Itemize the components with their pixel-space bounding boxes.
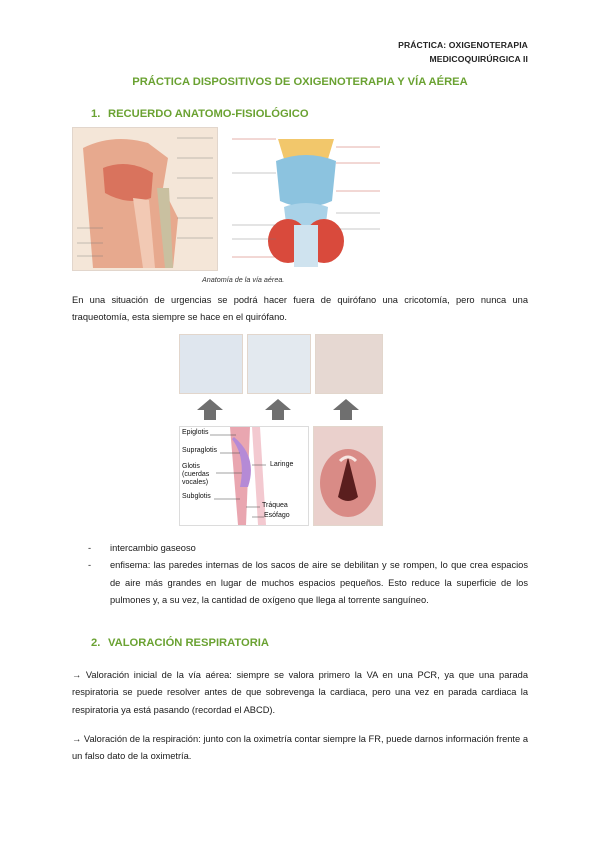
section-2-title: VALORACIÓN RESPIRATORIA bbox=[108, 637, 269, 649]
bullet-item-2 bbox=[72, 557, 528, 609]
airway-photo-2 bbox=[247, 334, 311, 394]
figure-1-caption: Anatomía de la vía aérea. bbox=[202, 275, 285, 284]
section-1-number: 1. bbox=[91, 108, 101, 120]
label-subglotis: Subglotis bbox=[182, 493, 211, 500]
larynx-figure bbox=[179, 334, 383, 526]
up-arrow-1 bbox=[197, 399, 223, 420]
larynx-thyroid-drawing bbox=[228, 129, 384, 269]
section-2-number: 2. bbox=[91, 637, 101, 649]
bullet-list bbox=[72, 540, 528, 610]
airway-photo-3 bbox=[315, 334, 383, 394]
label-traquea: Tráquea bbox=[262, 502, 288, 509]
page-header bbox=[398, 38, 528, 66]
document-title: PRÁCTICA DISPOSITIVOS DE OXIGENOTERAPIA Y VÍA AÉREA bbox=[132, 76, 468, 88]
section-2-heading bbox=[91, 637, 269, 649]
paragraph-cricotomia: En una situación de urgencias se podrá hacer fuera de quirófano una cricotomía, pero nunca una traqueotomía, esta siempre se hace en el quirófano. bbox=[72, 295, 528, 323]
paragraph-valoracion-via-aerea: → Valoración inicial de la vía aérea: siempre se valora primero la VA en una PCR, ya que una parada respiratoria se puede resolver antes de que sobrevenga la cardiaca, pero una vez en parada cardiaca la respiratoria ya está pasando (recordad el ABCD). bbox=[72, 670, 528, 715]
section-1-title: RECUERDO ANATOMO-FISIOLÓGICO bbox=[108, 108, 309, 120]
vocal-cords-image bbox=[313, 426, 383, 526]
paragraph-valoracion-respiracion: → Valoración de la respiración: junto con la oximetría contar siempre la FR, puede darnos información frente a un falso dato de la oximetría. bbox=[72, 734, 528, 762]
label-laringe: Laringe bbox=[270, 461, 294, 468]
sagittal-head-drawing bbox=[73, 128, 217, 270]
header-line-1: PRÁCTICA: OXIGENOTERAPIA bbox=[398, 40, 528, 50]
bullet-item-1 bbox=[72, 540, 528, 557]
larynx-thyroid-image bbox=[228, 129, 384, 269]
up-arrow-2 bbox=[265, 399, 291, 420]
sagittal-head-image bbox=[72, 127, 218, 271]
vocal-cords-drawing bbox=[314, 427, 382, 525]
label-epiglotis: Epiglotis bbox=[182, 429, 209, 436]
bullet-marker: - bbox=[88, 543, 92, 553]
bullet-marker: - bbox=[88, 560, 92, 571]
larynx-sagittal-image bbox=[179, 426, 309, 526]
label-glotis: Glotis (cuerdas vocales) bbox=[182, 463, 210, 486]
section-1-heading bbox=[91, 108, 309, 120]
up-arrow-3 bbox=[333, 399, 359, 420]
bullet-text-1: intercambio gaseoso bbox=[110, 543, 196, 553]
airway-anatomy-figure bbox=[72, 127, 392, 287]
label-esofago: Esófago bbox=[264, 512, 290, 519]
bullet-text-2: enfisema: las paredes internas de los sacos de aire se debilitan y se rompen, lo que crea espacios de aire más grandes en lugar de muchos espacios pequeños. Esto reduce la superficie de los pulmones y, a su vez, la cantidad de oxígeno que llega al torrente sanguíneo. bbox=[110, 560, 528, 606]
up-arrows bbox=[179, 396, 383, 422]
label-supraglotis: Supraglotis bbox=[182, 447, 218, 454]
header-line-2: MEDICOQUIRÚRGICA II bbox=[429, 54, 528, 64]
airway-photo-1 bbox=[179, 334, 243, 394]
